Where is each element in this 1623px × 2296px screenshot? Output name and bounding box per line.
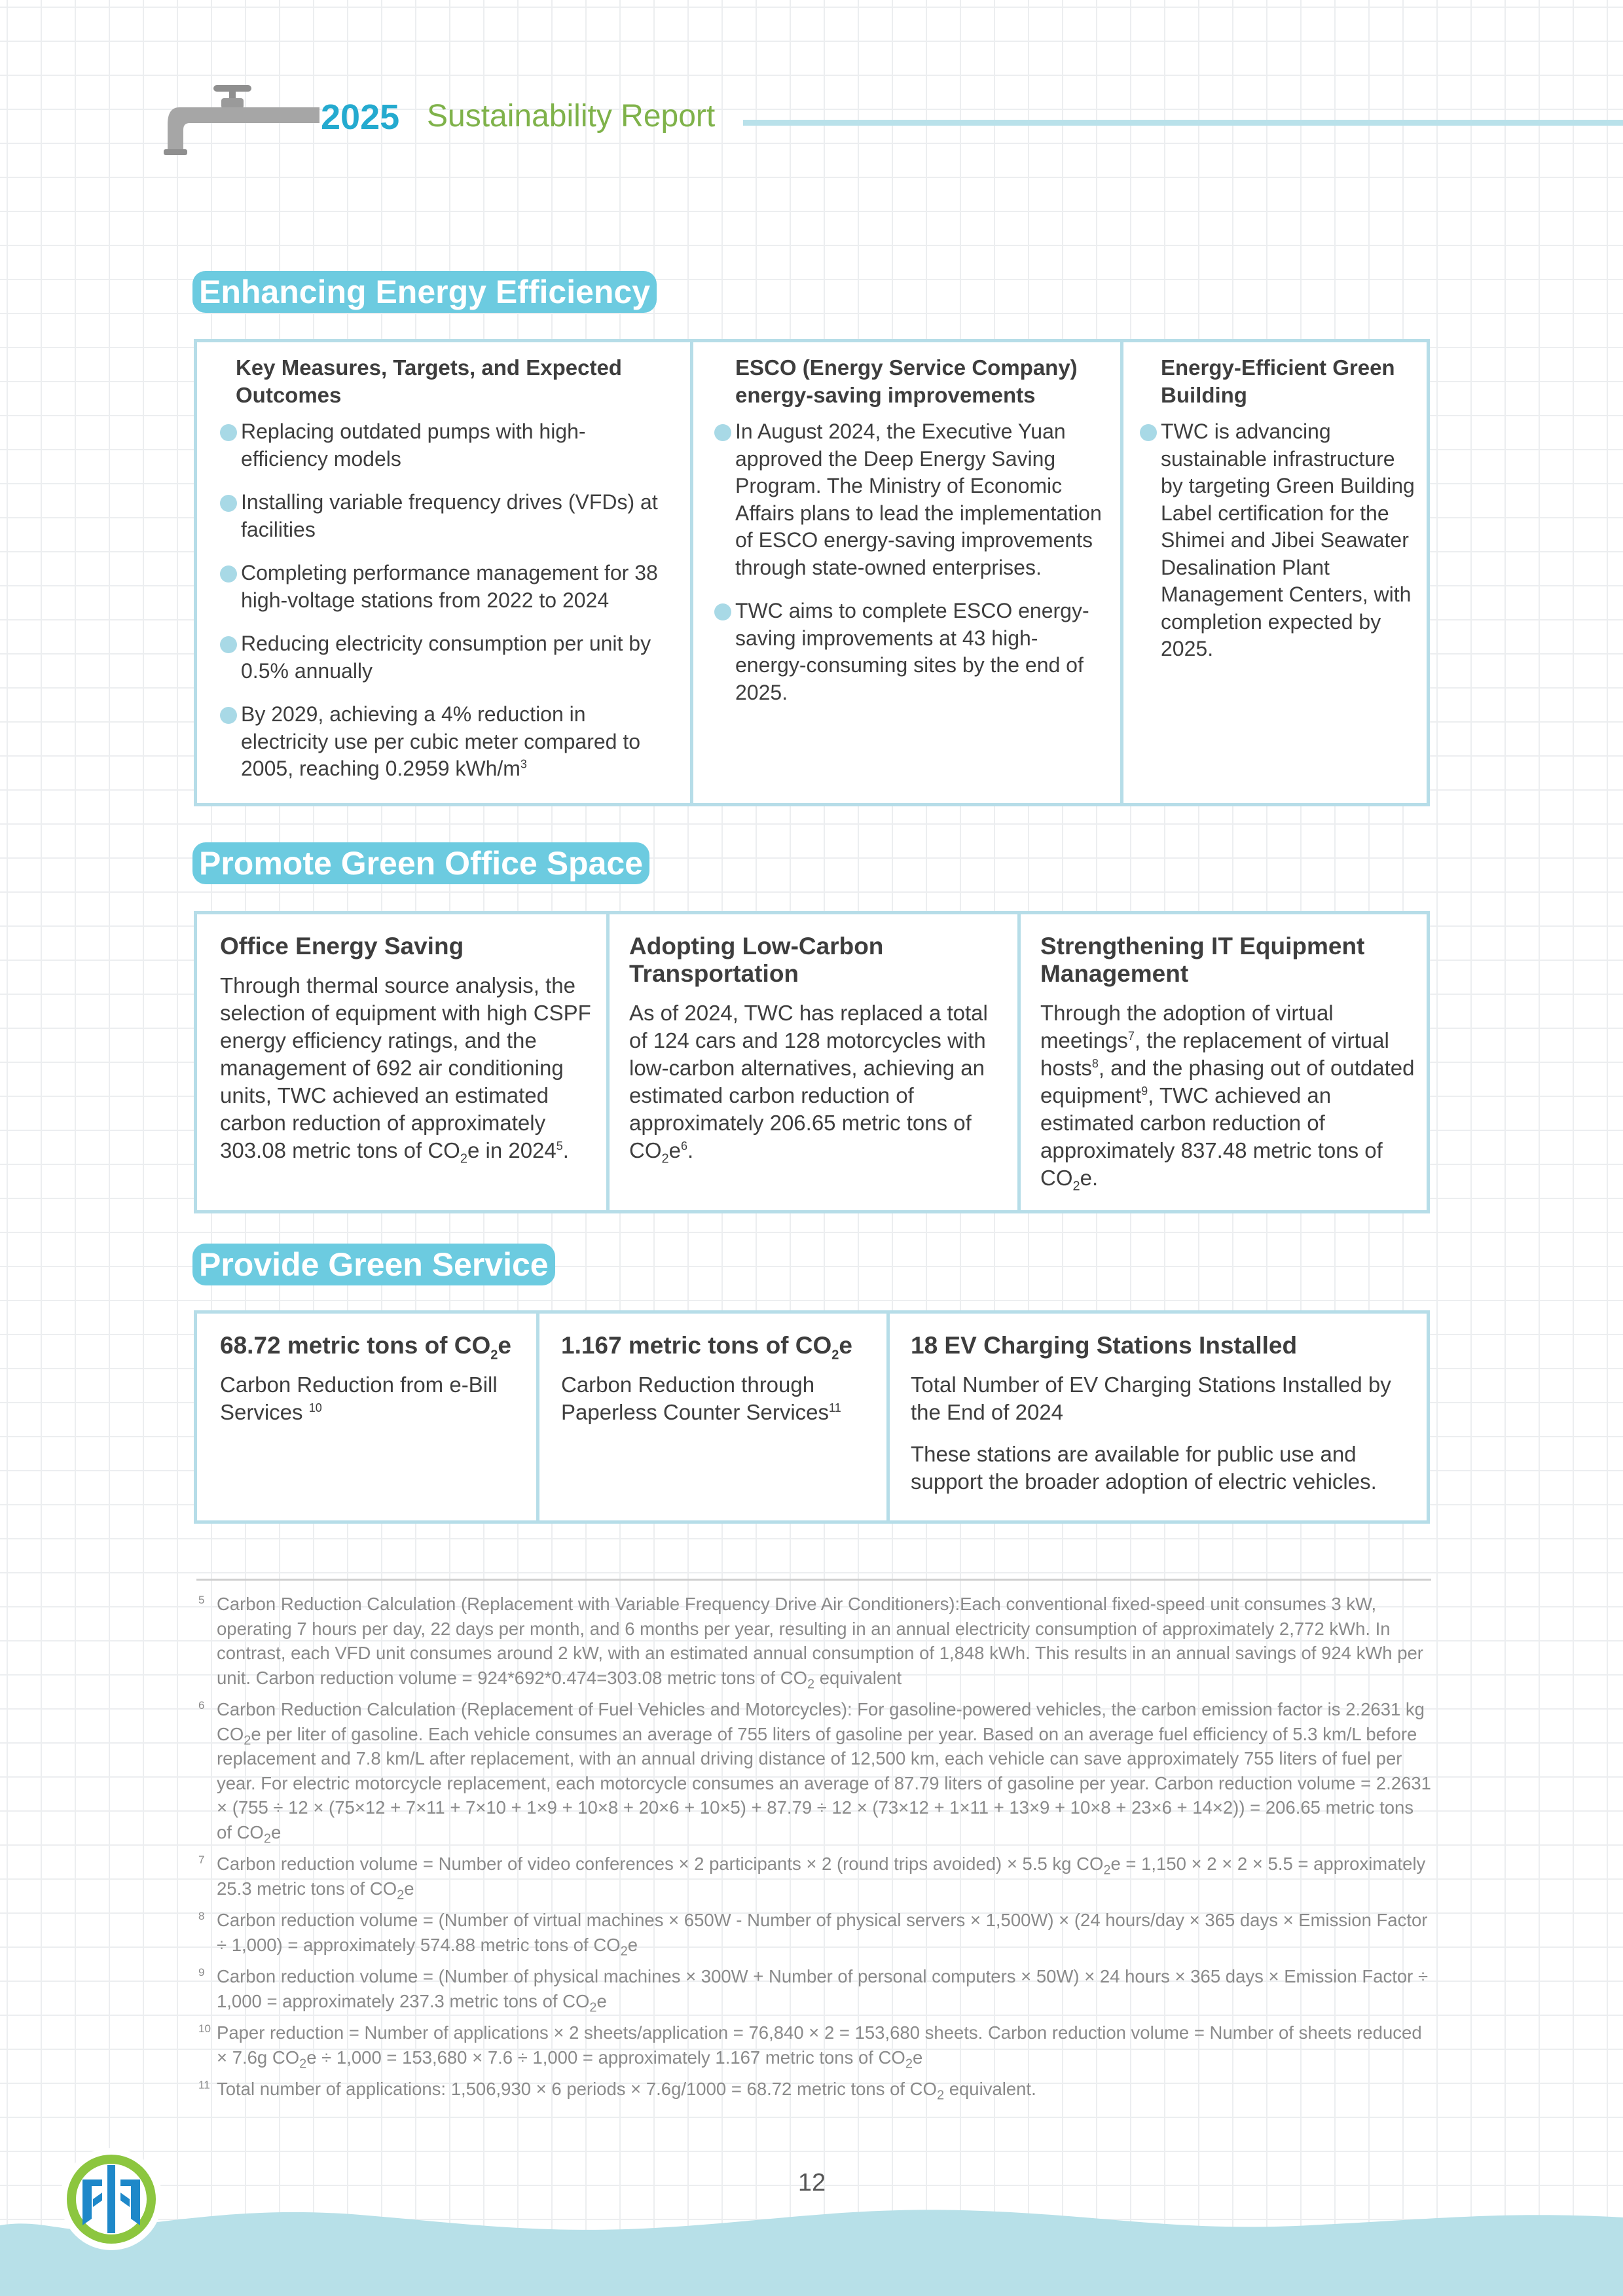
ev-charging-column xyxy=(911,1332,1421,1496)
e-bill-reduction-value: 68.72 metric tons of $CO_2e$ xyxy=(220,1332,511,1363)
key-measures-column xyxy=(220,354,672,799)
column-divider xyxy=(536,1314,539,1520)
green-building-column xyxy=(1140,354,1415,679)
ev-public-use-text: These stations are available for public use and support the broader adoption of electric vehicles. xyxy=(911,1442,1377,1494)
footnote-11: 11 Total number of applications: 1,506,930 × 6 periods × 7.6g/1000 = 68.72 metric tons of $CO_2$ equivalent. xyxy=(198,2079,1036,2103)
green-office-table xyxy=(194,911,1430,1213)
section-title-energy: Enhancing Energy Efficiency xyxy=(192,271,657,313)
low-carbon-transport-column xyxy=(629,933,1009,1164)
section-title-office: Promote Green Office Space xyxy=(192,842,649,884)
it-equipment-column xyxy=(1040,933,1420,1192)
footnote-7: 7 Carbon reduction volume = Number of video conferences × 2 participants × 2 (round trips avoided) × 5.5 kg $CO_2e = 1,150 \times 2 \times 2 \times 5.5$ = approximately 25.3 metric tons of $CO_2e$ xyxy=(198,1854,1426,1902)
page-number: 12 xyxy=(797,2169,826,2197)
column-heading: 18 EV Charging Stations Installed xyxy=(911,1332,1298,1359)
footnote-9: 9 Carbon reduction volume = (Number of physical machines × 300W + Number of personal computers × 50W) × 24 hours × 365 days × Emission Factor ÷ 1,000 = approximately 237.3 metric tons of $CO_2e$ xyxy=(198,1966,1429,2015)
column-heading: Strengthening IT Equipment Management xyxy=(1040,933,1365,987)
e-bill-column xyxy=(220,1332,528,1426)
energy-efficiency-table xyxy=(194,339,1430,806)
header-rule xyxy=(743,120,1623,126)
office-energy-saving-column xyxy=(220,933,600,1164)
list-item: By 2029, achieving a 4% reduction in electricity use per cubic meter compared to 2005, reaching 0.2959 kWh/$m^3$ xyxy=(220,701,672,783)
ev-total-text: Total Number of EV Charging Stations Installed by the End of 2024 xyxy=(911,1372,1391,1424)
column-divider xyxy=(690,342,693,803)
report-year: 2025 xyxy=(321,98,400,137)
green-building-list xyxy=(1140,418,1415,663)
list-item: Installing variable frequency drives (VFDs) at facilities xyxy=(220,489,672,543)
report-title: Sustainability Report xyxy=(427,99,716,134)
column-divider xyxy=(886,1314,890,1520)
bottom-wave xyxy=(0,2199,1623,2296)
footnote-6: 6 Carbon Reduction Calculation (Replacement of Fuel Vehicles and Motorcycles): For gasoline-powered vehicles, the carbon emission factor is 2.2631 kg $CO_2e$ per liter of gasoline. Each vehicle consumes an average of 755 liters of gasoline per year. Based on an average fuel efficiency of 5.3 km/L before replacement and 7.8 km/L after replacement, with an annual driving distance of 12,500 km, each vehicle can save approximately 755 liters of fuel per year. For electric motorcycle replacement, each motorcycle consumes an average of 87.79 liters of gasoline per year. Carbon reduction volume = 2.2631 × (755 ÷ 12 × (75×12 + 7×11 + 7×10 + 1×9 + 10×8 + 20×6 + 10×5) + 87.79 ÷ 12 × (73×12 + 1×11 + 13×9 + 10×8 + 23×6 + 14×2)) = 206.65 metric tons of $CO_2e$ xyxy=(198,1699,1431,1846)
list-item: In August 2024, the Executive Yuan approved the Deep Energy Saving Program. The Ministry of Economic Affairs plans to lead the implementation of ESCO energy-saving improvements through state-owned enterprises. xyxy=(714,418,1107,581)
column-heading: Energy-Efficient Green Building xyxy=(1161,355,1395,407)
list-item: Completing performance management for 38 high-voltage stations from 2022 to 2024 xyxy=(220,560,672,614)
twc-logo-icon xyxy=(59,2147,164,2251)
green-service-table xyxy=(194,1310,1430,1524)
list-item: TWC aims to complete ESCO energy-saving improvements at 43 high-energy-consuming sites by the end of 2025. xyxy=(714,598,1107,706)
key-measures-list xyxy=(220,418,672,783)
list-item: Replacing outdated pumps with high-efficiency models xyxy=(220,418,672,473)
paperless-description: Carbon Reduction through Paperless Counter Services$^{11}$ xyxy=(561,1372,841,1424)
paperless-counter-column xyxy=(561,1332,882,1426)
footnotes xyxy=(198,1592,1432,2109)
esco-column xyxy=(714,354,1107,723)
footnote-divider xyxy=(196,1579,1431,1581)
e-bill-description: Carbon Reduction from e-Bill Services $^{10}$ xyxy=(220,1372,498,1424)
column-divider xyxy=(606,914,610,1210)
column-heading: Office Energy Saving xyxy=(220,933,464,960)
column-text: As of 2024, TWC has replaced a total of 124 cars and 128 motorcycles with low-carbon alternatives, achieving an estimated carbon reduction of approximately 206.65 metric tons of $CO_2e^6$. xyxy=(629,1001,988,1166)
list-item: Reducing electricity consumption per unit by 0.5% annually xyxy=(220,630,672,685)
column-text: Through thermal source analysis, the selection of equipment with high CSPF energy efficiency ratings, and the management of 692 air conditioning units, TWC achieved an estimated carbon reduction of approximately 303.08 metric tons of $CO_2e$ in 2024$^5$. xyxy=(220,973,591,1166)
footnote-10: 10 Paper reduction = Number of applications × 2 sheets/application = 76,840 × 2 = 153,680 sheets. Carbon reduction volume = Number of sheets reduced × 7.6g $CO_2e \div 1,000 = 153,680 \times 7.6 \div 1,000$ = approximately 1.167 metric tons of $CO_2e$ xyxy=(198,2022,1422,2071)
footnote-5: 5 Carbon Reduction Calculation (Replacement with Variable Frequency Drive Air Conditioners):Each conventional fixed-speed unit consumes 3 kW, operating 7 hours per day, 22 days per month, and 6 months per year, resulting in an annual electricity consumption of approximately 2,772 kWh. In contrast, each VFD unit consumes around 2 kW, with an estimated annual consumption of 1,848 kWh. This results in an annual savings of 924 kWh per unit. Carbon reduction volume = 924*692*0.474=303.08 metric tons of $CO_2$ equivalent xyxy=(198,1594,1423,1691)
list-item: TWC is advancing sustainable infrastructure by targeting Green Building Label certification for the Shimei and Jibei Seawater Desalination Plant Management Centers, with completion expected by 2025. xyxy=(1140,418,1415,663)
footnote-8: 8 Carbon reduction volume = (Number of virtual machines × 650W - Number of physical servers × 1,500W) × (24 hours/day × 365 days × Emission Factor ÷ 1,000) = approximately 574.88 metric tons of $CO_2e$ xyxy=(198,1910,1428,1958)
column-heading: Key Measures, Targets, and Expected Outcomes xyxy=(236,355,622,407)
water-faucet-icon xyxy=(156,84,319,162)
esco-list xyxy=(714,418,1107,706)
column-divider xyxy=(1120,342,1123,803)
column-heading: Adopting Low-Carbon Transportation xyxy=(629,933,884,987)
column-divider xyxy=(1017,914,1021,1210)
column-text: Through the adoption of virtual meetings$^7$, the replacement of virtual hosts$^8$, and the phasing out of outdated equipment$^9$, TWC achieved an estimated carbon reduction of approximately 837.48 metric tons of $CO_2e$. xyxy=(1040,1001,1415,1194)
column-heading: ESCO (Energy Service Company) energy-saving improvements xyxy=(735,355,1078,407)
section-title-service: Provide Green Service xyxy=(192,1244,555,1285)
paperless-reduction-value: 1.167 metric tons of $CO_2e$ xyxy=(561,1332,852,1363)
